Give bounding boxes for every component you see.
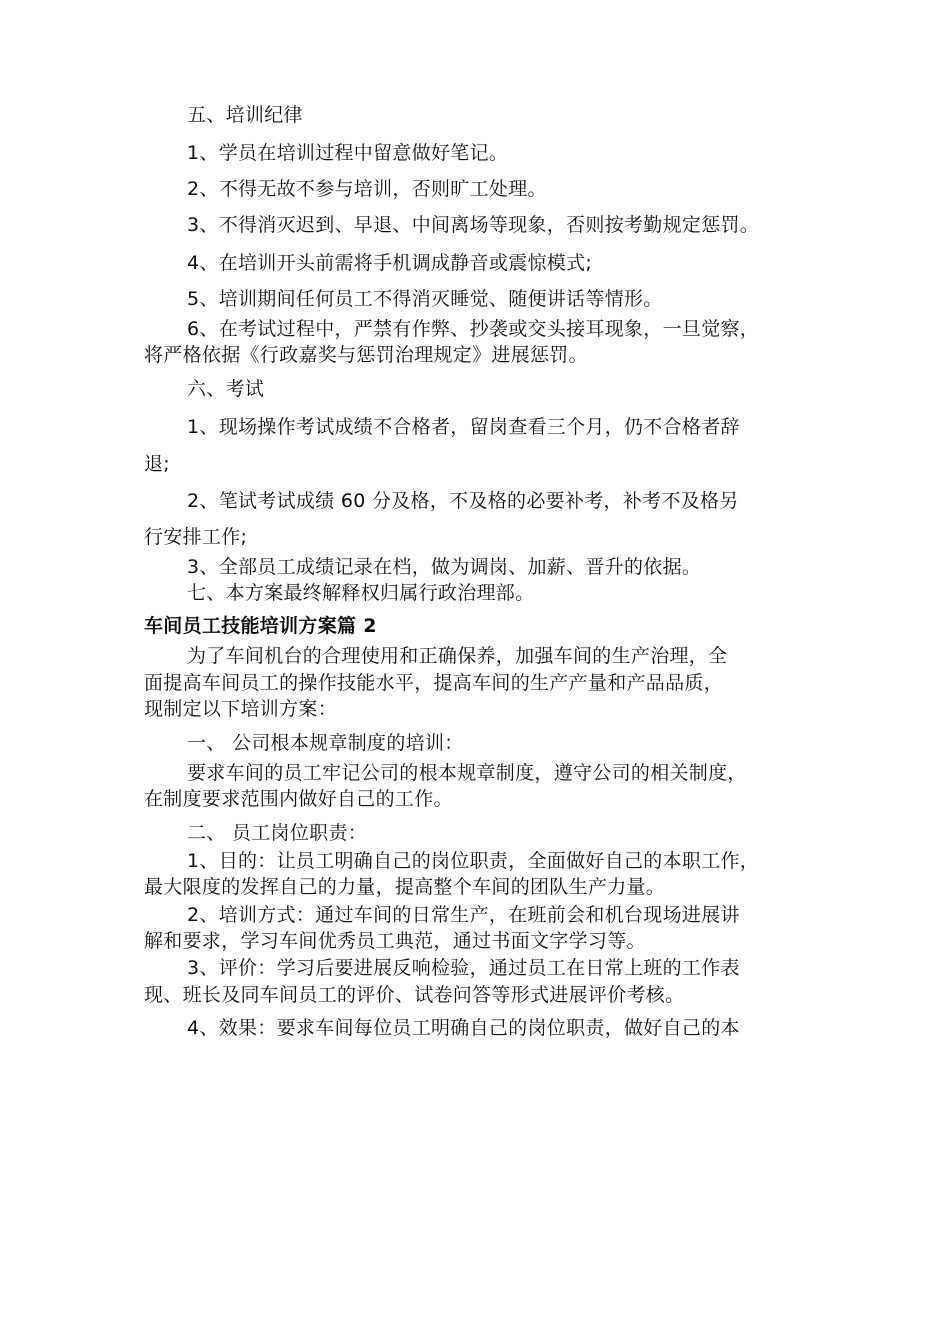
list-item: 1、目的：让员工明确自己的岗位职责，全面做好自己的本职工作， <box>187 850 760 872</box>
list-item: 3、评价：学习后要进展反响检验，通过员工在日常上班的工作表 <box>187 957 740 979</box>
list-item: 1、学员在培训过程中留意做好笔记。 <box>187 142 509 164</box>
section-heading: 一、 公司根本规章制度的培训： <box>187 732 464 754</box>
section-heading: 二、 员工岗位职责： <box>187 822 368 844</box>
article-title: 车间员工技能培训方案篇 2 <box>144 615 377 637</box>
paragraph-line: 要求车间的员工牢记公司的根本规章制度，遵守公司的相关制度， <box>187 762 747 784</box>
list-item-continuation: 解和要求，学习车间优秀员工典范，通过书面文字学习等。 <box>144 930 646 952</box>
list-item: 3、全部员工成绩记录在档，做为调岗、加薪、晋升的依据。 <box>187 556 702 578</box>
list-item: 2、笔试考试成绩 60 分及格，不及格的必要补考，补考不及格另 <box>187 490 739 512</box>
paragraph-line: 现制定以下培训方案： <box>144 698 338 720</box>
list-item-continuation: 最大限度的发挥自己的力量，提高整个车间的团队生产力量。 <box>144 876 666 898</box>
list-item: 4、效果：要求车间每位员工明确自己的岗位职责，做好自己的本 <box>187 1017 740 1039</box>
list-item: 6、在考试过程中，严禁有作弊、抄袭或交头接耳现象，一旦觉察， <box>187 318 760 340</box>
list-item: 2、不得无故不参与培训，否则旷工处理。 <box>187 178 547 200</box>
section-heading: 七、本方案最终解释权归属行政治理部。 <box>187 582 535 604</box>
paragraph-line: 面提高车间员工的操作技能水平，提高车间的生产产量和产品品质， <box>144 672 724 694</box>
list-item-continuation: 行安排工作; <box>144 526 248 548</box>
list-item: 2、培训方式：通过车间的日常生产，在班前会和机台现场进展讲 <box>187 904 740 926</box>
section-heading: 五、培训纪律 <box>187 104 303 126</box>
list-item: 3、不得消灭迟到、早退、中间离场等现象，否则按考勤规定惩罚。 <box>187 214 760 236</box>
list-item-continuation: 现、班长及同车间员工的评价、试卷问答等形式进展评价考核。 <box>144 984 685 1006</box>
list-item: 4、在培训开头前需将手机调成静音或震惊模式; <box>187 252 593 274</box>
list-item-continuation: 将严格依据《行政嘉奖与惩罚治理规定》进展惩罚。 <box>144 344 588 366</box>
list-item-continuation: 退; <box>144 453 171 475</box>
list-item: 1、现场操作考试成绩不合格者，留岗查看三个月，仍不合格者辞 <box>187 416 740 438</box>
paragraph-line: 在制度要求范围内做好自己的工作。 <box>144 788 453 810</box>
list-item: 5、培训期间任何员工不得消灭睡觉、随便讲话等情形。 <box>187 288 663 310</box>
paragraph-line: 为了车间机台的合理使用和正确保养，加强车间的生产治理，全 <box>187 645 728 667</box>
section-heading: 六、考试 <box>187 378 265 400</box>
